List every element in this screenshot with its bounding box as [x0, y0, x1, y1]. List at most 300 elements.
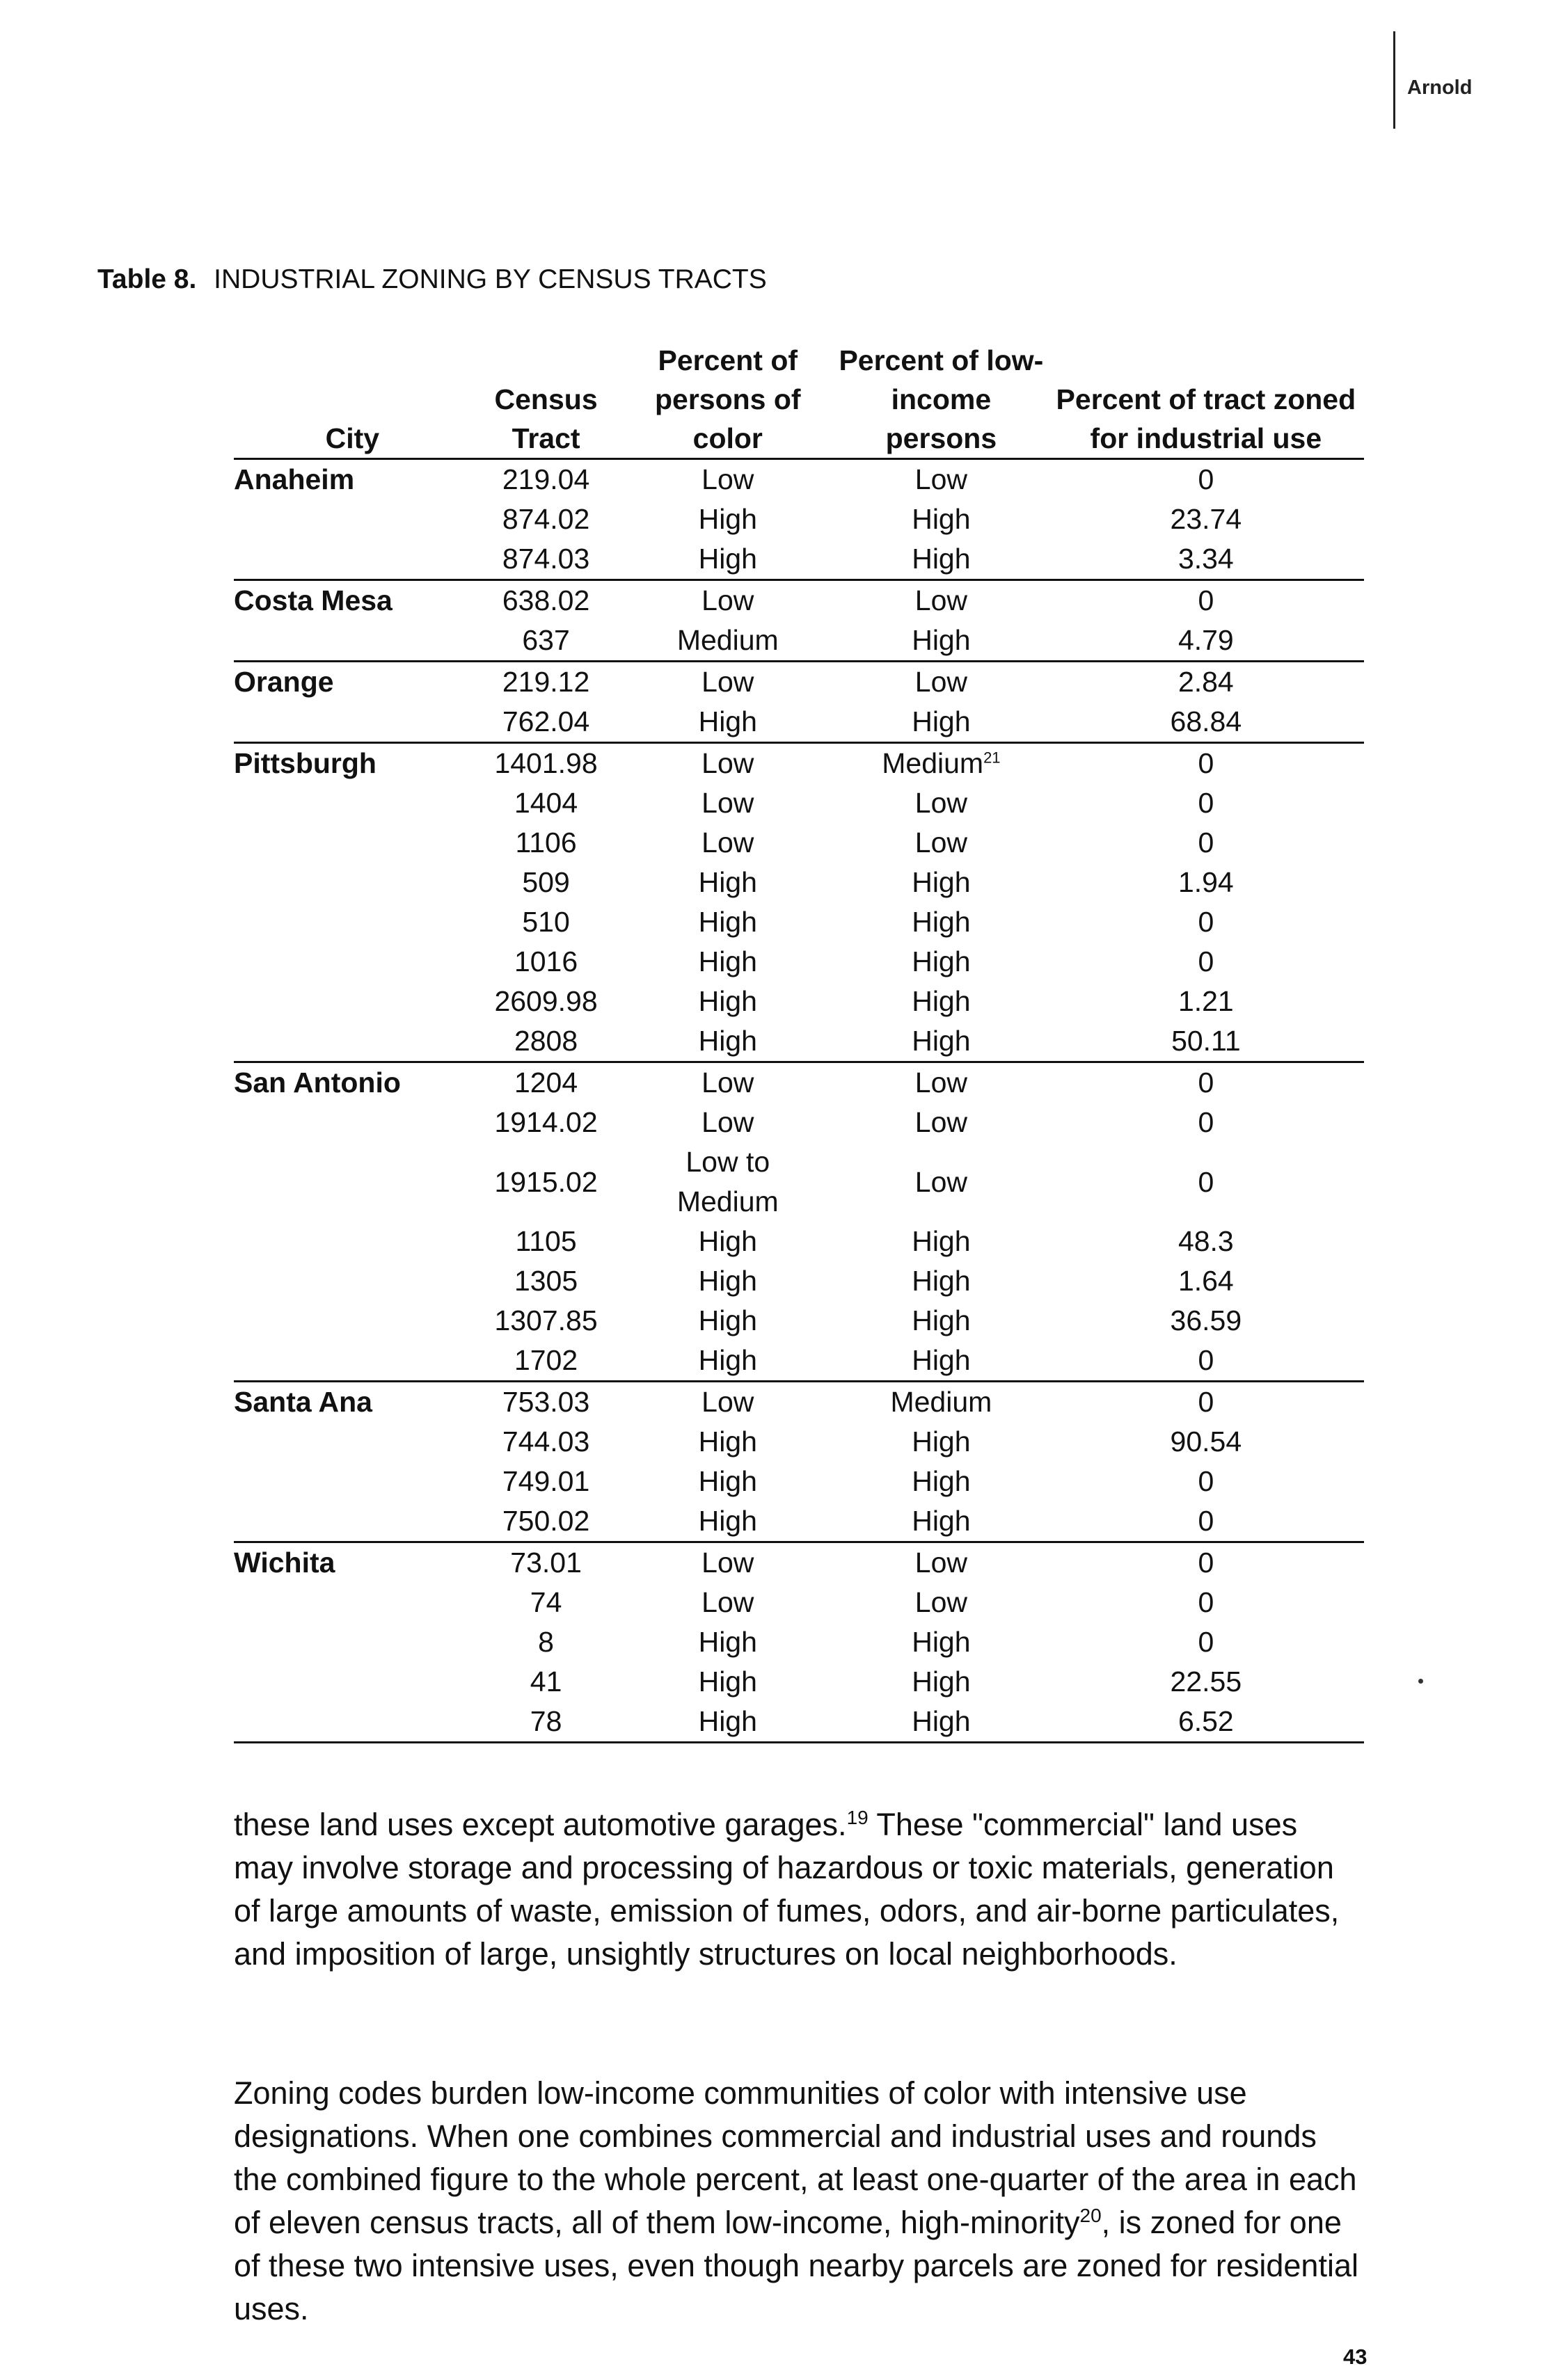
- cell-persons-of-color: [621, 1341, 834, 1382]
- cell-low-income: [834, 982, 1048, 1021]
- cell-census-tract: [471, 1501, 621, 1542]
- cell-low-income: [834, 662, 1048, 703]
- cell-census-tract: [471, 580, 621, 621]
- cell-persons-of-color-value: High: [698, 945, 757, 977]
- cell-city: [234, 1662, 471, 1702]
- cell-census-tract-value: 78: [530, 1705, 562, 1737]
- cell-persons-of-color: [621, 1622, 834, 1662]
- cell-census-tract-value: 874.02: [502, 503, 590, 535]
- cell-low-income: [834, 1462, 1048, 1501]
- cell-low-income: [834, 1222, 1048, 1261]
- table-row: [234, 902, 1364, 942]
- cell-low-income: [834, 702, 1048, 743]
- cell-city: [234, 1103, 471, 1142]
- cell-city: [234, 500, 471, 539]
- cell-zoned-percent-value: 0: [1198, 1465, 1214, 1497]
- cell-persons-of-color: [621, 1142, 834, 1222]
- cell-low-income-value: Low: [914, 1547, 967, 1579]
- footnote-ref-20: 20: [1079, 2205, 1102, 2226]
- cell-zoned-percent-value: 4.79: [1178, 624, 1234, 656]
- cell-persons-of-color: [621, 743, 834, 784]
- cell-census-tract: [471, 662, 621, 703]
- city-group: [234, 1542, 1364, 1743]
- cell-persons-of-color-value: Low: [701, 584, 754, 616]
- cell-low-income-value: Low: [914, 1106, 967, 1138]
- footnote-ref-19: 19: [846, 1807, 869, 1828]
- city-group: [234, 662, 1364, 743]
- cell-low-income-value: High: [912, 1465, 971, 1497]
- cell-low-income: [834, 783, 1048, 823]
- table-row: [234, 783, 1364, 823]
- cell-zoned-percent: [1048, 863, 1364, 902]
- cell-low-income-value: High: [912, 1304, 971, 1336]
- table-row: [234, 1542, 1364, 1583]
- cell-low-income: [834, 621, 1048, 662]
- cell-city: [234, 1301, 471, 1341]
- table-caption: [97, 264, 767, 295]
- cell-city: [234, 1462, 471, 1501]
- cell-city: [234, 702, 471, 743]
- cell-low-income: [834, 1382, 1048, 1423]
- table-header: [234, 341, 1364, 459]
- table-row: [234, 580, 1364, 621]
- cell-city: [234, 1021, 471, 1062]
- cell-census-tract: [471, 702, 621, 743]
- cell-zoned-percent-value: 0: [1198, 463, 1214, 495]
- cell-zoned-percent-value: 1.64: [1178, 1265, 1234, 1297]
- cell-low-income-value: Low: [914, 1067, 967, 1099]
- cell-zoned-percent: [1048, 1622, 1364, 1662]
- cell-census-tract: [471, 1261, 621, 1301]
- cell-low-income-value: High: [912, 1265, 971, 1297]
- cell-census-tract-value: 637: [522, 624, 570, 656]
- cell-census-tract: [471, 1341, 621, 1382]
- table-row: [234, 1422, 1364, 1462]
- table-title: INDUSTRIAL ZONING BY CENSUS TRACTS: [214, 264, 767, 294]
- paragraph-2-text-cont: , is zoned for one of these two intensive uses, even though nearby parcels are zoned for residential uses.: [234, 2205, 1358, 2326]
- cell-low-income: [834, 743, 1048, 784]
- table-row: [234, 662, 1364, 703]
- cell-persons-of-color: [621, 662, 834, 703]
- cell-census-tract-value: 510: [522, 906, 570, 938]
- paragraph-1-text: these land uses except automotive garages.: [234, 1807, 847, 1842]
- table-row: [234, 1222, 1364, 1261]
- cell-zoned-percent: [1048, 1222, 1364, 1261]
- cell-zoned-percent: [1048, 1103, 1364, 1142]
- table-row: [234, 1382, 1364, 1423]
- cell-zoned-percent-value: 0: [1198, 906, 1214, 938]
- cell-census-tract-value: 762.04: [502, 705, 590, 737]
- cell-zoned-percent: [1048, 1462, 1364, 1501]
- city-group: [234, 459, 1364, 580]
- table-row: [234, 982, 1364, 1021]
- cell-persons-of-color-value: High: [698, 1265, 757, 1297]
- header-zoned-industrial: Percent of tract zoned for industrial use: [1056, 383, 1356, 454]
- cell-persons-of-color: [621, 1261, 834, 1301]
- cell-low-income-value: High: [912, 705, 971, 737]
- cell-census-tract-value: 2609.98: [494, 985, 598, 1017]
- cell-zoned-percent-value: 50.11: [1171, 1025, 1241, 1057]
- cell-persons-of-color-value: High: [698, 543, 757, 575]
- cell-census-tract-value: 749.01: [502, 1465, 590, 1497]
- cell-low-income: [834, 580, 1048, 621]
- cell-city: [234, 1222, 471, 1261]
- cell-persons-of-color: [621, 500, 834, 539]
- cell-low-income: [834, 823, 1048, 863]
- cell-census-tract: [471, 823, 621, 863]
- industrial-zoning-table: [234, 341, 1364, 1743]
- cell-city: [234, 1422, 471, 1462]
- cell-city: San Antonio: [234, 1067, 401, 1099]
- cell-zoned-percent-value: 0: [1198, 1586, 1214, 1618]
- cell-low-income: [834, 1062, 1048, 1103]
- cell-zoned-percent-value: 0: [1198, 945, 1214, 977]
- cell-zoned-percent: [1048, 942, 1364, 982]
- cell-low-income: [834, 459, 1048, 500]
- cell-persons-of-color: [621, 702, 834, 743]
- cell-persons-of-color-value: High: [698, 1344, 757, 1376]
- table-row: [234, 1462, 1364, 1501]
- footnote-ref-21: 21: [983, 749, 1001, 767]
- cell-census-tract-value: 219.12: [502, 666, 590, 698]
- table-row: [234, 1261, 1364, 1301]
- cell-persons-of-color-value: Medium: [676, 624, 779, 656]
- table-label: Table 8.: [97, 264, 197, 294]
- cell-low-income-value: Low: [914, 463, 967, 495]
- cell-zoned-percent: [1048, 1422, 1364, 1462]
- cell-persons-of-color-value: High: [698, 1705, 757, 1737]
- cell-census-tract-value: 8: [538, 1626, 554, 1658]
- cell-zoned-percent: [1048, 1382, 1364, 1423]
- cell-persons-of-color-value: High: [698, 1304, 757, 1336]
- table-row: [234, 1142, 1364, 1222]
- cell-zoned-percent-value: 36.59: [1170, 1304, 1242, 1336]
- table-row: [234, 823, 1364, 863]
- cell-low-income: [834, 1341, 1048, 1382]
- cell-persons-of-color: [621, 1301, 834, 1341]
- cell-zoned-percent-value: 2.84: [1178, 666, 1234, 698]
- table-row: [234, 1501, 1364, 1542]
- paragraph-1-text-cont: These "commercial" land uses may involve storage and processing of hazardous or toxic materials, generation of large amounts of waste, emission of fumes, odors, and air-borne particulates, and imposition of large, unsightly structures on local neighborhoods.: [234, 1807, 1340, 1972]
- cell-low-income-value: High: [912, 503, 971, 535]
- table-row: [234, 1062, 1364, 1103]
- cell-census-tract-value: 1401.98: [494, 747, 598, 779]
- city-group: [234, 743, 1364, 1062]
- table-row: [234, 863, 1364, 902]
- cell-low-income: [834, 942, 1048, 982]
- cell-census-tract: [471, 1662, 621, 1702]
- cell-persons-of-color: [621, 459, 834, 500]
- paragraph-2: [234, 2072, 1364, 2331]
- cell-zoned-percent: [1048, 1301, 1364, 1341]
- running-head: Arnold: [1407, 77, 1473, 99]
- cell-census-tract-value: 509: [522, 866, 570, 898]
- cell-low-income-value: Low: [914, 787, 967, 819]
- paragraph-2-text: Zoning codes burden low-income communities of color with intensive use designations. When one combines commercial and industrial uses and rounds the combined figure to the whole percent, at least one-quarter of the area in each of eleven census tracts, all of them low-income, high-minority: [234, 2075, 1357, 2240]
- cell-city: [234, 1622, 471, 1662]
- cell-census-tract: [471, 942, 621, 982]
- cell-city: [234, 621, 471, 662]
- cell-census-tract-value: 74: [530, 1586, 562, 1618]
- cell-low-income-value: High: [912, 866, 971, 898]
- cell-persons-of-color: [621, 1542, 834, 1583]
- cell-low-income-value: Low: [914, 666, 967, 698]
- cell-census-tract-value: 1105: [515, 1225, 577, 1257]
- cell-city: [234, 1261, 471, 1301]
- cell-low-income-value: High: [912, 1225, 971, 1257]
- cell-city: [234, 1142, 471, 1222]
- cell-zoned-percent-value: 23.74: [1170, 503, 1242, 535]
- cell-city: Anaheim: [234, 463, 355, 495]
- cell-zoned-percent-value: 22.55: [1170, 1666, 1242, 1698]
- cell-persons-of-color-value: High: [698, 985, 757, 1017]
- cell-census-tract: [471, 1222, 621, 1261]
- cell-zoned-percent: [1048, 459, 1364, 500]
- cell-census-tract: [471, 1021, 621, 1062]
- header-persons-of-color: Percent of persons of color: [654, 344, 801, 454]
- cell-low-income: [834, 1301, 1048, 1341]
- cell-city: [234, 1702, 471, 1743]
- cell-census-tract-value: 1404: [514, 787, 578, 819]
- city-group: [234, 1062, 1364, 1382]
- header-census-tract: Census Tract: [494, 383, 598, 454]
- cell-persons-of-color-value: Low: [701, 1386, 754, 1418]
- cell-low-income-value: High: [912, 1505, 971, 1537]
- cell-zoned-percent: [1048, 1062, 1364, 1103]
- cell-zoned-percent: [1048, 982, 1364, 1021]
- cell-low-income-value: High: [912, 1425, 971, 1457]
- cell-census-tract-value: 1106: [515, 826, 577, 858]
- cell-census-tract: [471, 1301, 621, 1341]
- cell-low-income: [834, 1542, 1048, 1583]
- cell-persons-of-color-value: High: [698, 503, 757, 535]
- cell-census-tract: [471, 1702, 621, 1743]
- cell-zoned-percent-value: 0: [1198, 1505, 1214, 1537]
- table-row: [234, 702, 1364, 743]
- cell-low-income-value: High: [912, 906, 971, 938]
- cell-zoned-percent: [1048, 1021, 1364, 1062]
- table-row: [234, 1622, 1364, 1662]
- cell-city: [234, 823, 471, 863]
- cell-census-tract-value: 1307.85: [494, 1304, 598, 1336]
- cell-census-tract: [471, 1103, 621, 1142]
- cell-census-tract: [471, 1382, 621, 1423]
- cell-low-income: [834, 1422, 1048, 1462]
- cell-persons-of-color: [621, 539, 834, 580]
- cell-city: Santa Ana: [234, 1386, 372, 1418]
- cell-persons-of-color-value: Low: [701, 826, 754, 858]
- cell-census-tract-value: 1016: [514, 945, 578, 977]
- cell-low-income-value: Low: [914, 1586, 967, 1618]
- cell-zoned-percent: [1048, 783, 1364, 823]
- cell-zoned-percent: [1048, 539, 1364, 580]
- table-row: [234, 500, 1364, 539]
- cell-city: [234, 982, 471, 1021]
- table-row: [234, 1702, 1364, 1743]
- cell-persons-of-color-value: Low: [701, 463, 754, 495]
- cell-census-tract-value: 1305: [514, 1265, 578, 1297]
- cell-persons-of-color-value: High: [698, 1626, 757, 1658]
- cell-persons-of-color-value: High: [698, 906, 757, 938]
- cell-persons-of-color: [621, 1462, 834, 1501]
- cell-low-income-value: Low: [914, 584, 967, 616]
- cell-zoned-percent: [1048, 743, 1364, 784]
- cell-persons-of-color: [621, 982, 834, 1021]
- cell-city: [234, 1583, 471, 1622]
- city-group: [234, 580, 1364, 662]
- cell-persons-of-color: [621, 863, 834, 902]
- cell-zoned-percent: [1048, 500, 1364, 539]
- cell-city: Costa Mesa: [234, 584, 393, 616]
- cell-census-tract-value: 1702: [514, 1344, 578, 1376]
- cell-census-tract: [471, 1583, 621, 1622]
- cell-city: [234, 783, 471, 823]
- cell-low-income-value: Low: [914, 826, 967, 858]
- cell-census-tract-value: 874.03: [502, 543, 590, 575]
- cell-census-tract: [471, 902, 621, 942]
- cell-persons-of-color: [621, 1103, 834, 1142]
- cell-persons-of-color: [621, 1583, 834, 1622]
- cell-census-tract-value: 73.01: [510, 1547, 582, 1579]
- cell-zoned-percent: [1048, 1662, 1364, 1702]
- cell-persons-of-color-value: High: [698, 1225, 757, 1257]
- cell-persons-of-color-value: Low: [701, 787, 754, 819]
- cell-city: [234, 539, 471, 580]
- cell-zoned-percent-value: 48.3: [1178, 1225, 1234, 1257]
- cell-census-tract: [471, 539, 621, 580]
- cell-census-tract: [471, 1142, 621, 1222]
- cell-zoned-percent: [1048, 621, 1364, 662]
- cell-zoned-percent: [1048, 902, 1364, 942]
- cell-persons-of-color-value: Low to Medium: [676, 1146, 779, 1217]
- cell-zoned-percent: [1048, 662, 1364, 703]
- cell-census-tract-value: 219.04: [502, 463, 590, 495]
- cell-census-tract: [471, 1462, 621, 1501]
- cell-census-tract: [471, 783, 621, 823]
- cell-city: [234, 902, 471, 942]
- cell-persons-of-color: [621, 942, 834, 982]
- page-number: 43: [1343, 2345, 1367, 2369]
- cell-zoned-percent: [1048, 1501, 1364, 1542]
- cell-low-income-value: Medium: [890, 1386, 992, 1418]
- cell-low-income: [834, 1142, 1048, 1222]
- cell-city: [234, 863, 471, 902]
- cell-city: Wichita: [234, 1547, 335, 1579]
- cell-zoned-percent-value: 0: [1198, 747, 1214, 779]
- cell-low-income-value: Low: [914, 1165, 967, 1198]
- table-row: [234, 459, 1364, 500]
- cell-low-income-value: High: [912, 985, 971, 1017]
- cell-census-tract-value: 750.02: [502, 1505, 590, 1537]
- cell-persons-of-color-value: High: [698, 1505, 757, 1537]
- cell-low-income-value: High: [912, 1666, 971, 1698]
- cell-zoned-percent-value: 0: [1198, 826, 1214, 858]
- cell-persons-of-color: [621, 783, 834, 823]
- cell-persons-of-color: [621, 1222, 834, 1261]
- cell-zoned-percent-value: 0: [1198, 1067, 1214, 1099]
- cell-census-tract: [471, 1422, 621, 1462]
- cell-zoned-percent-value: 90.54: [1170, 1425, 1242, 1457]
- cell-persons-of-color: [621, 621, 834, 662]
- cell-city: [234, 1501, 471, 1542]
- header-city: City: [325, 422, 380, 454]
- cell-census-tract-value: 1914.02: [494, 1106, 598, 1138]
- cell-persons-of-color-value: Low: [701, 1586, 754, 1618]
- cell-city: [234, 1341, 471, 1382]
- cell-city: Pittsburgh: [234, 747, 376, 779]
- cell-low-income: [834, 1583, 1048, 1622]
- cell-census-tract: [471, 621, 621, 662]
- cell-persons-of-color: [621, 1662, 834, 1702]
- cell-persons-of-color-value: Low: [701, 747, 754, 779]
- cell-zoned-percent: [1048, 1702, 1364, 1743]
- cell-census-tract: [471, 1062, 621, 1103]
- cell-persons-of-color-value: High: [698, 705, 757, 737]
- cell-zoned-percent: [1048, 1542, 1364, 1583]
- city-group: [234, 1382, 1364, 1542]
- cell-low-income-value: High: [912, 1025, 971, 1057]
- cell-persons-of-color-value: Low: [701, 1067, 754, 1099]
- cell-low-income: [834, 500, 1048, 539]
- header-low-income: Percent of low-income persons: [839, 344, 1044, 454]
- cell-zoned-percent-value: 6.52: [1178, 1705, 1234, 1737]
- cell-persons-of-color: [621, 823, 834, 863]
- table-row: [234, 1301, 1364, 1341]
- running-head-rule: [1393, 31, 1395, 129]
- table-row: [234, 539, 1364, 580]
- cell-low-income: [834, 1622, 1048, 1662]
- cell-zoned-percent: [1048, 823, 1364, 863]
- cell-persons-of-color: [621, 1382, 834, 1423]
- cell-zoned-percent: [1048, 702, 1364, 743]
- cell-zoned-percent: [1048, 1261, 1364, 1301]
- stray-mark: [1418, 1679, 1423, 1684]
- cell-low-income-value: High: [912, 1626, 971, 1658]
- table-row: [234, 1341, 1364, 1382]
- cell-census-tract: [471, 500, 621, 539]
- cell-low-income-value: High: [912, 543, 971, 575]
- cell-persons-of-color-value: High: [698, 1666, 757, 1698]
- cell-census-tract-value: 41: [530, 1666, 562, 1698]
- cell-census-tract-value: 2808: [514, 1025, 578, 1057]
- cell-persons-of-color: [621, 902, 834, 942]
- cell-persons-of-color: [621, 1021, 834, 1062]
- table-row: [234, 942, 1364, 982]
- cell-city: [234, 942, 471, 982]
- cell-census-tract: [471, 982, 621, 1021]
- cell-census-tract: [471, 1622, 621, 1662]
- cell-zoned-percent-value: 1.21: [1178, 985, 1234, 1017]
- cell-low-income: [834, 1103, 1048, 1142]
- cell-persons-of-color: [621, 1702, 834, 1743]
- cell-persons-of-color: [621, 1062, 834, 1103]
- cell-persons-of-color-value: Low: [701, 1106, 754, 1138]
- cell-zoned-percent-value: 68.84: [1170, 705, 1242, 737]
- table-row: [234, 1021, 1364, 1062]
- cell-low-income: [834, 1501, 1048, 1542]
- cell-census-tract-value: 638.02: [502, 584, 590, 616]
- cell-zoned-percent: [1048, 1341, 1364, 1382]
- cell-low-income-value: High: [912, 945, 971, 977]
- cell-zoned-percent-value: 0: [1198, 1386, 1214, 1418]
- table-row: [234, 1662, 1364, 1702]
- cell-census-tract: [471, 863, 621, 902]
- cell-low-income-value: High: [912, 1705, 971, 1737]
- cell-persons-of-color-value: High: [698, 866, 757, 898]
- cell-census-tract-value: 744.03: [502, 1425, 590, 1457]
- cell-low-income: [834, 1261, 1048, 1301]
- cell-persons-of-color-value: High: [698, 1425, 757, 1457]
